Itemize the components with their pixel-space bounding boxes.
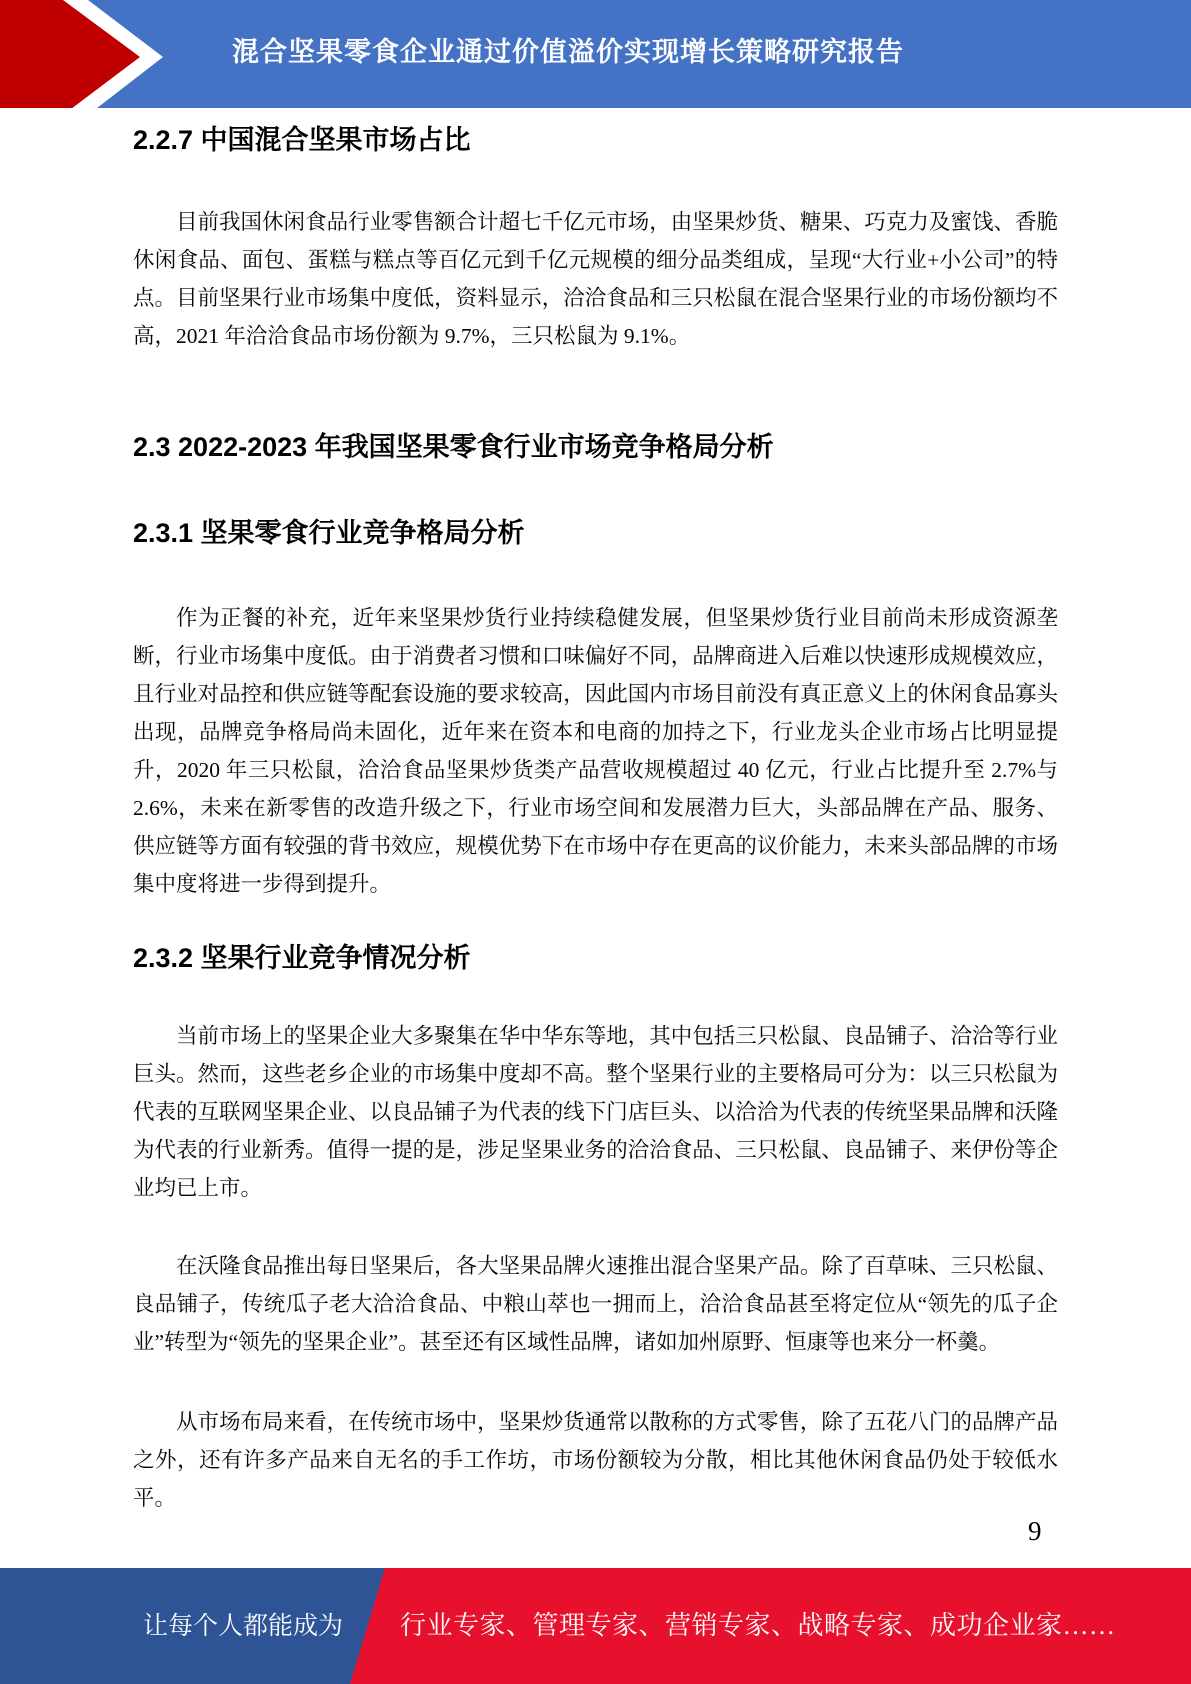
paragraph-market-share: 目前我国休闲食品行业零售额合计超七千亿元市场，由坚果炒货、糖果、巧克力及蜜饯、香脆休闲食品、面包、蛋糕与糕点等百亿元到千亿元规模的细分品类组成，呈现“大行业+小公司”的特点。目前坚果行业市场集中度低，资料显示，洽洽食品和三只松鼠在混合坚果行业的市场份额均不高，2021 年洽洽食品市场份额为 9.7%，三只松鼠为 9.1%。: [133, 210, 1058, 348]
paragraph-competition-status-1: 当前市场上的坚果企业大多聚集在华中华东等地，其中包括三只松鼠、良品铺子、洽洽等行业巨头。然而，这些老乡企业的市场集中度却不高。整个坚果行业的主要格局可分为：以三只松鼠为代表的互联网坚果企业、以良品铺子为代表的线下门店巨头、以洽洽为代表的传统坚果品牌和沃隆为代表的行业新秀。值得一提的是，涉足坚果业务的洽洽食品、三只松鼠、良品铺子、来伊份等企业均已上市。: [133, 1024, 1058, 1200]
section-heading-2-3-2: 2.3.2 坚果行业竞争情况分析: [133, 943, 471, 973]
report-title: 混合坚果零食企业通过价值溢价实现增长策略研究报告: [232, 37, 904, 67]
footer-slogan-left: 让每个人都能成为: [142, 1613, 343, 1640]
section-heading-2-3: 2.3 2022-2023 年我国坚果零食行业市场竞争格局分析: [133, 432, 774, 462]
document-content: [133, 0, 1058, 1517]
paragraph-competition-pattern: 作为正餐的补充，近年来坚果炒货行业持续稳健发展，但坚果炒货行业目前尚未形成资源垄断，行业市场集中度低。由于消费者习惯和口味偏好不同，品牌商进入后难以快速形成规模效应，且行业对品控和供应链等配套设施的要求较高，因此国内市场目前没有真正意义上的休闲食品寡头出现，品牌竞争格局尚未固化，近年来在资本和电商的加持之下，行业龙头企业市场占比明显提升，2020 年三只松鼠，洽洽食品坚果炒货类产品营收规模超过 40 亿元，行业占比提升至 2.7%与 2.6%，未来在新零售的改造升级之下，行业市场空间和发展潜力巨大，头部品牌在产品、服务、供应链等方面有较强的背书效应，规模优势下在市场中存在更高的议价能力，未来头部品牌的市场集中度将进一步得到提升。: [133, 606, 1058, 896]
paragraph-competition-status-3: 从市场布局来看，在传统市场中，坚果炒货通常以散称的方式零售，除了五花八门的品牌产品之外，还有许多产品来自无名的手工作坊，市场份额较为分散，相比其他休闲食品仍处于较低水平。: [133, 1410, 1058, 1510]
section-heading-2-3-1: 2.3.1 坚果零食行业竞争格局分析: [133, 518, 525, 548]
page-footer: [0, 1568, 1191, 1684]
paragraph-competition-status-2: 在沃隆食品推出每日坚果后，各大坚果品牌火速推出混合坚果产品。除了百草味、三只松鼠、良品铺子，传统瓜子老大洽洽食品、中粮山萃也一拥而上，洽洽食品甚至将定位从“领先的瓜子企业”转型为“领先的坚果企业”。甚至还有区域性品牌，诸如加州原野、恒康等也来分一杯羹。: [133, 1254, 1058, 1354]
section-heading-2-2-7: 2.2.7 中国混合坚果市场占比: [133, 125, 471, 155]
footer-slogan-right: 行业专家、管理专家、营销专家、战略专家、成功企业家……: [400, 1611, 1116, 1640]
page-number: 9: [1028, 1516, 1042, 1546]
